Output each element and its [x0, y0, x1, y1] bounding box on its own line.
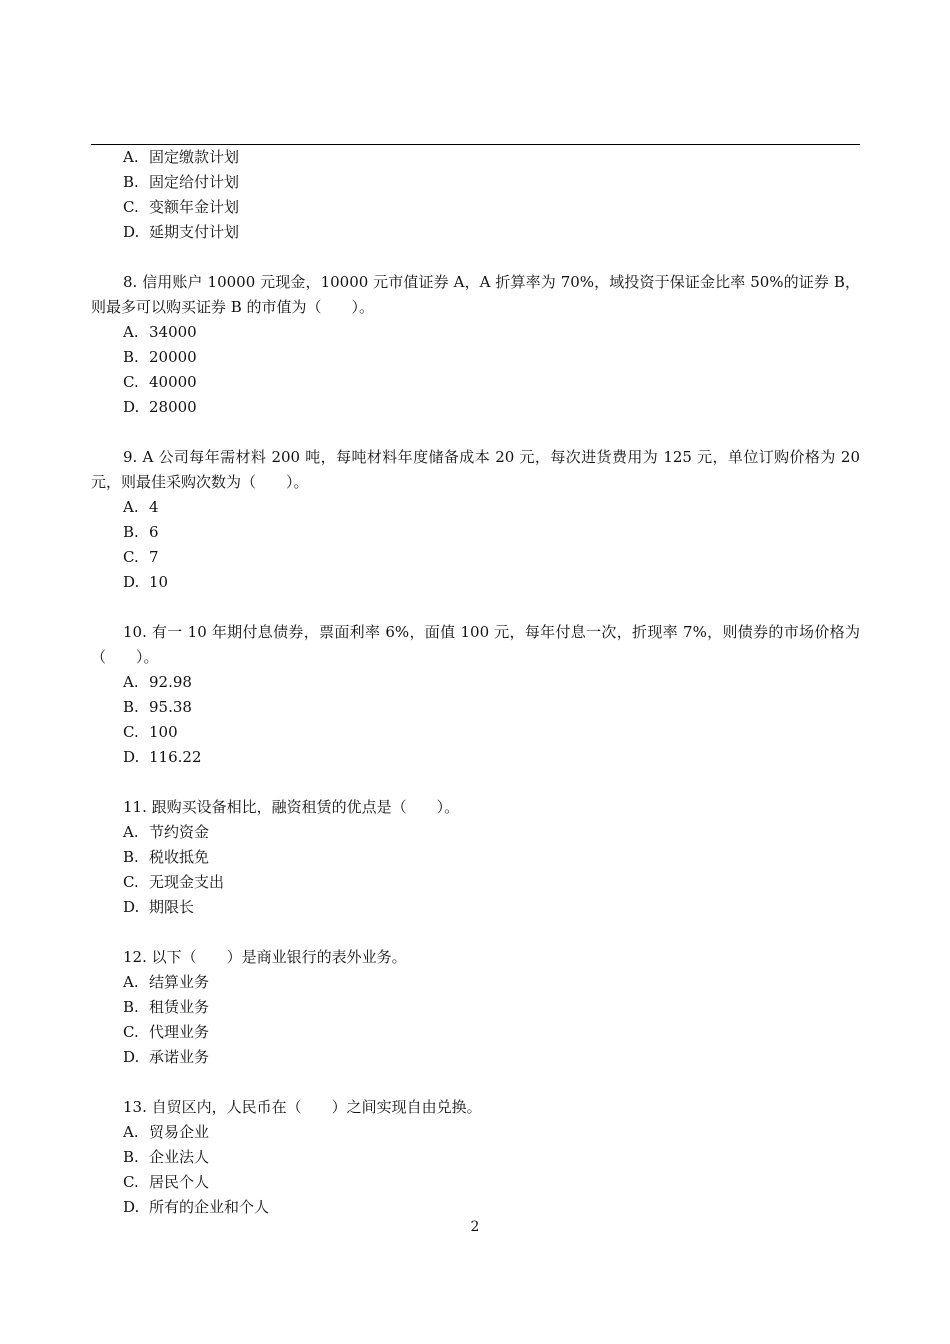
- option-text: 40000: [149, 373, 197, 391]
- q7-options: [91, 145, 860, 245]
- option-letter: A.: [123, 148, 139, 166]
- option-text: 4: [149, 498, 159, 516]
- option-item: [91, 695, 860, 720]
- option-text: 延期支付计划: [149, 223, 240, 241]
- option-text: 7: [149, 548, 159, 566]
- option-text: 期限长: [149, 898, 195, 916]
- option-text: 固定缴款计划: [149, 148, 240, 166]
- option-letter: B.: [123, 698, 139, 716]
- option-item: [91, 845, 860, 870]
- question-8-text: 8. 信用账户 10000 元现金，10000 元市值证券 A，A 折算率为 70%，域投资于保证金比率 50%的证券 B，则最多可以购买证券 B 的市值为（ ）。: [91, 273, 860, 316]
- option-letter: B.: [123, 523, 139, 541]
- option-item: [91, 520, 860, 545]
- option-item: [91, 320, 860, 345]
- option-letter: C.: [123, 873, 139, 891]
- option-letter: A.: [123, 1123, 139, 1141]
- option-item: [91, 745, 860, 770]
- option-item: [91, 1145, 860, 1170]
- option-text: 租赁业务: [149, 998, 210, 1016]
- option-letter: C.: [123, 373, 139, 391]
- option-item: [91, 1045, 860, 1070]
- option-letter: D.: [123, 223, 140, 241]
- question-11-text: 11. 跟购买设备相比，融资租赁的优点是（ ）。: [123, 798, 460, 816]
- option-letter: D.: [123, 573, 140, 591]
- option-item: [91, 170, 860, 195]
- option-text: 贸易企业: [149, 1123, 210, 1141]
- option-letter: D.: [123, 748, 140, 766]
- option-item: [91, 1170, 860, 1195]
- option-letter: B.: [123, 348, 139, 366]
- question-9-options: [91, 495, 860, 595]
- option-item: [91, 395, 860, 420]
- question-12-text: 12. 以下（ ）是商业银行的表外业务。: [123, 948, 407, 966]
- option-item: [91, 820, 860, 845]
- option-text: 10: [149, 573, 169, 591]
- option-letter: D.: [123, 898, 140, 916]
- option-text: 税收抵免: [149, 848, 210, 866]
- option-text: 固定给付计划: [149, 173, 240, 191]
- option-text: 承诺业务: [149, 1048, 210, 1066]
- option-letter: C.: [123, 1023, 139, 1041]
- option-item: [91, 970, 860, 995]
- option-item: [91, 1020, 860, 1045]
- option-item: [91, 195, 860, 220]
- option-item: [91, 995, 860, 1020]
- question-11-options: [91, 820, 860, 920]
- option-item: [91, 570, 860, 595]
- question-12-options: [91, 970, 860, 1070]
- option-text: 92.98: [149, 673, 192, 691]
- option-letter: D.: [123, 1048, 140, 1066]
- option-item: [91, 345, 860, 370]
- option-letter: D.: [123, 398, 140, 416]
- option-text: 代理业务: [149, 1023, 210, 1041]
- option-text: 34000: [149, 323, 197, 341]
- option-letter: C.: [123, 198, 139, 216]
- option-text: 企业法人: [149, 1148, 210, 1166]
- option-item: [91, 670, 860, 695]
- document-body: [91, 145, 860, 1220]
- option-item: [91, 895, 860, 920]
- option-text: 28000: [149, 398, 197, 416]
- option-text: 无现金支出: [149, 873, 225, 891]
- option-text: 20000: [149, 348, 197, 366]
- option-letter: A.: [123, 498, 139, 516]
- option-letter: B.: [123, 173, 139, 191]
- question-10-options: [91, 670, 860, 770]
- option-item: [91, 720, 860, 745]
- option-letter: D.: [123, 1198, 140, 1216]
- option-item: [91, 1120, 860, 1145]
- option-letter: A.: [123, 823, 139, 841]
- option-text: 节约资金: [149, 823, 210, 841]
- option-letter: C.: [123, 1173, 139, 1191]
- option-text: 变额年金计划: [149, 198, 240, 216]
- question-9-text: 9. A 公司每年需材料 200 吨，每吨材料年度储备成本 20 元，每次进货费用为 125 元，单位订购价格为 20 元，则最佳采购次数为（ ）。: [91, 448, 860, 491]
- option-item: [91, 1195, 860, 1220]
- option-text: 116.22: [149, 748, 202, 766]
- option-item: [91, 145, 860, 170]
- option-text: 居民个人: [149, 1173, 210, 1191]
- question-13-options: [91, 1120, 860, 1220]
- option-letter: A.: [123, 323, 139, 341]
- option-item: [91, 545, 860, 570]
- option-text: 95.38: [149, 698, 192, 716]
- option-text: 所有的企业和个人: [149, 1198, 270, 1216]
- option-text: 结算业务: [149, 973, 210, 991]
- page-number: 2: [470, 1219, 480, 1235]
- question-10-text: 10. 有一 10 年期付息债券，票面利率 6%，面值 100 元，每年付息一次，折现率 7%，则债券的市场价格为（ ）。: [91, 623, 860, 666]
- option-letter: A.: [123, 673, 139, 691]
- option-item: [91, 870, 860, 895]
- option-item: [91, 495, 860, 520]
- option-letter: B.: [123, 998, 139, 1016]
- option-item: [91, 370, 860, 395]
- option-letter: C.: [123, 548, 139, 566]
- option-letter: A.: [123, 973, 139, 991]
- question-13-text: 13. 自贸区内，人民币在（ ）之间实现自由兑换。: [123, 1098, 482, 1116]
- option-text: 100: [149, 723, 178, 741]
- option-item: [91, 220, 860, 245]
- option-letter: B.: [123, 848, 139, 866]
- question-8-options: [91, 320, 860, 420]
- option-text: 6: [149, 523, 159, 541]
- option-letter: C.: [123, 723, 139, 741]
- option-letter: B.: [123, 1148, 139, 1166]
